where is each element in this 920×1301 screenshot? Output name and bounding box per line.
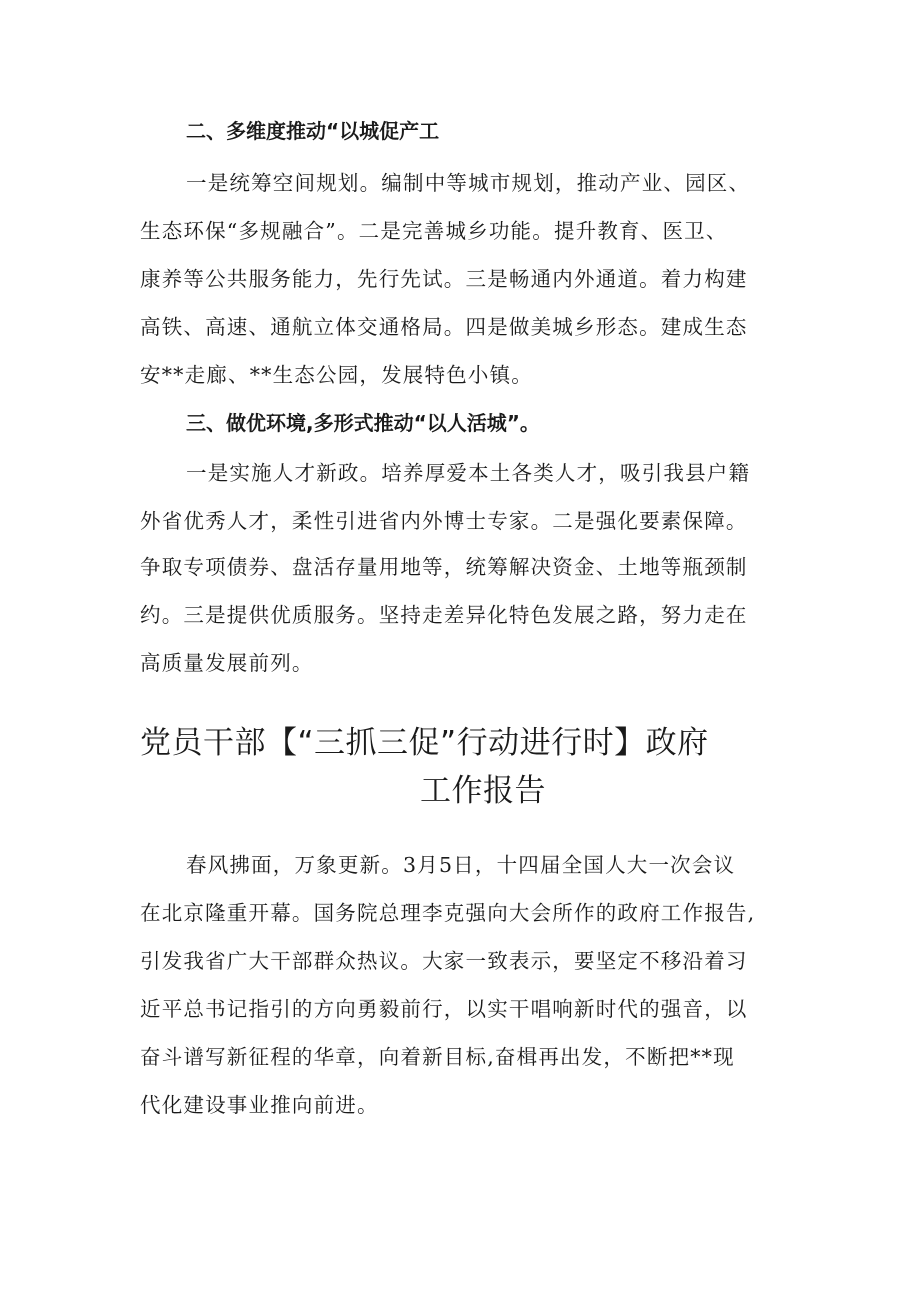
paragraph-line: 生态环保“多规融合”。二是完善城乡功能。提升教育、医卫、 xyxy=(140,219,728,243)
paragraph-line: 安**走廊、**生态公园，发展特色小镇。 xyxy=(140,363,533,387)
paragraph-line: 春风拂面，万象更新。3月5日，十四届全国人大一次会议 xyxy=(186,853,736,877)
paragraph-line: 一是实施人才新政。培养厚爱本土各类人才，吸引我县户籍 xyxy=(186,461,751,485)
paragraph-line: 引发我省广大干部群众热议。大家一致表示，要坚定不移沿着习 xyxy=(140,949,748,973)
article-title-line-1: 党员干部【“三抓三促”行动进行时】政府 xyxy=(140,725,709,761)
paragraph-line: 约。三是提供优质服务。坚持走差异化特色发展之路，努力走在 xyxy=(140,603,748,627)
paragraph-line: 高铁、高速、通航立体交通格局。四是做美城乡形态。建成生态 xyxy=(140,315,748,339)
paragraph-line: 争取专项债券、盘活存量用地等，统筹解决资金、土地等瓶颈制 xyxy=(140,555,748,579)
paragraph-line: 高质量发展前列。 xyxy=(140,651,314,675)
article-title-line-2: 工作报告 xyxy=(420,773,546,809)
section-heading-3: 三、做优环境,多形式推动“以人活城”。 xyxy=(186,411,540,435)
paragraph-line: 奋斗谱写新征程的华章，向着新目标,奋楫再出发，不断把**现 xyxy=(140,1045,735,1069)
paragraph-line: 代化建设事业推向前进。 xyxy=(140,1093,379,1117)
section-heading-2: 二、多维度推动“以城促产工 xyxy=(186,119,440,143)
paragraph-line: 外省优秀人才，柔性引进省内外博士专家。二是强化要素保障。 xyxy=(140,509,748,533)
paragraph-line: 在北京隆重开幕。国务院总理李克强向大会所作的政府工作报告, xyxy=(140,901,756,925)
paragraph-line: 康养等公共服务能力，先行先试。三是畅通内外通道。着力构建 xyxy=(140,267,748,291)
paragraph-line: 近平总书记指引的方向勇毅前行，以实干唱响新时代的强音，以 xyxy=(140,997,748,1021)
paragraph-line: 一是统筹空间规划。编制中等城市规划，推动产业、园区、 xyxy=(186,171,751,195)
